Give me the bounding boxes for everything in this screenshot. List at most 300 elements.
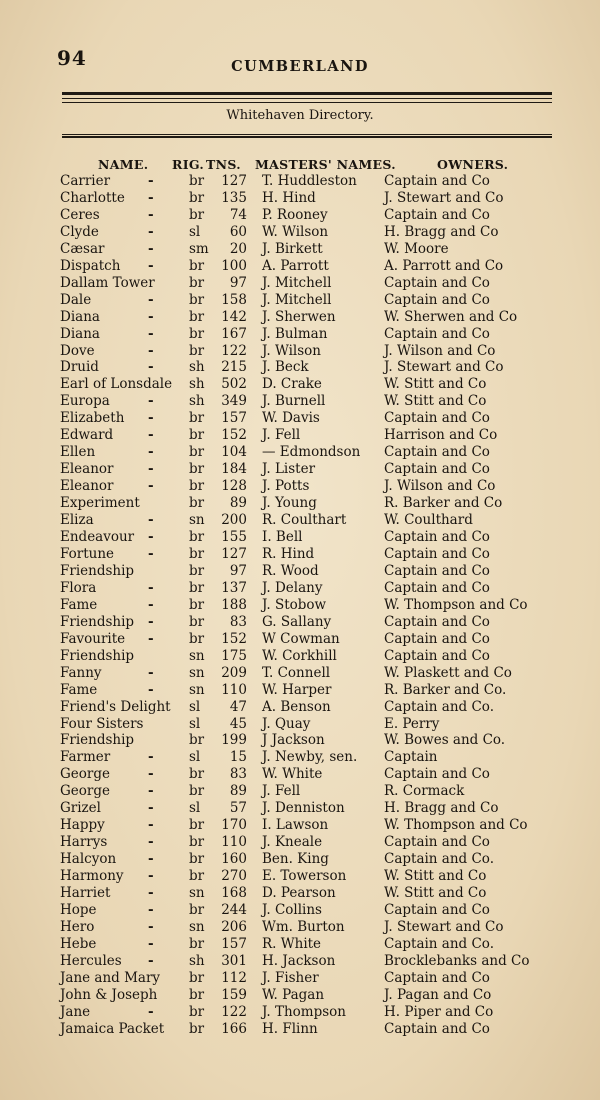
rig-cell: br: [189, 410, 205, 427]
master-name: — Edmondson: [262, 444, 361, 461]
owner-name: J. Stewart and Co: [384, 359, 504, 376]
ship-name: Endeavour: [60, 529, 135, 546]
tons-cell: 157: [221, 935, 247, 952]
owner-name: Captain and Co.: [384, 698, 494, 715]
table-row: [58, 343, 548, 360]
master-name: R. Wood: [262, 562, 319, 579]
owner-name: Captain and Co: [384, 647, 490, 664]
master-name: R. Hind: [262, 545, 315, 562]
master-name: J. Newby, sen.: [262, 749, 358, 766]
table-row: [58, 376, 548, 393]
leader-dash: -: [148, 952, 154, 969]
master-name: T. Connell: [262, 664, 331, 681]
rig-cell: sl: [189, 715, 201, 732]
master-name: R. White: [262, 935, 322, 952]
owner-name: W. Thompson and Co: [384, 596, 528, 613]
leader-dash: -: [148, 817, 154, 834]
leader-dash: -: [148, 579, 154, 596]
ship-name: Edward: [60, 427, 114, 444]
table-row: [58, 1021, 548, 1038]
tons-cell: 15: [229, 749, 247, 766]
table-row: [58, 359, 548, 376]
tons-cell: 89: [229, 495, 247, 512]
ship-name: Clyde: [60, 223, 99, 240]
ship-name: Jamaica Packet: [60, 1020, 165, 1037]
tons-cell: 83: [229, 613, 247, 630]
master-name: I. Lawson: [262, 817, 329, 834]
owner-name: J. Wilson and Co: [384, 478, 496, 495]
table-row: [58, 224, 548, 241]
table-row: [58, 699, 548, 716]
table-row: [58, 682, 548, 699]
owner-name: W. Stitt and Co: [384, 393, 487, 410]
table-row: [58, 1004, 548, 1021]
ship-name: Jane and Mary: [60, 969, 161, 986]
owner-name: H. Piper and Co: [384, 1003, 494, 1020]
table-row: [58, 275, 548, 292]
rig-cell: br: [189, 342, 205, 359]
leader-dash: -: [148, 783, 154, 800]
leader-dash: -: [148, 529, 154, 546]
ship-name: Hercules: [60, 952, 122, 969]
leader-dash: -: [148, 512, 154, 529]
rig-cell: br: [189, 969, 205, 986]
ship-name: Jane: [60, 1003, 91, 1020]
ship-name: Friend's Delight: [60, 698, 171, 715]
ship-name: Friendship: [60, 562, 135, 579]
leader-dash: -: [148, 206, 154, 223]
table-row: [58, 495, 548, 512]
header-rule-thin: [62, 102, 552, 103]
tons-cell: 122: [221, 1003, 247, 1020]
rig-cell: sn: [189, 885, 205, 902]
ship-name: Grizel: [60, 800, 101, 817]
table-row: [58, 851, 548, 868]
leader-dash: -: [148, 173, 154, 189]
rig-cell: br: [189, 427, 205, 444]
tons-cell: 112: [221, 969, 247, 986]
master-name: J. Stobow: [262, 596, 327, 613]
leader-dash: -: [148, 800, 154, 817]
table-row: [58, 529, 548, 546]
rig-cell: br: [189, 291, 205, 308]
leader-dash: -: [148, 613, 154, 630]
rig-cell: br: [189, 868, 205, 885]
table-row: [58, 393, 548, 410]
master-name: D. Pearson: [262, 885, 336, 902]
rig-cell: br: [189, 444, 205, 461]
tons-cell: 97: [229, 562, 247, 579]
rig-cell: sh: [189, 376, 205, 393]
table-row: [58, 173, 548, 190]
master-name: R. Coulthart: [262, 512, 347, 529]
table-row: [58, 648, 548, 665]
ship-name: Europa: [60, 393, 110, 410]
master-name: T. Huddleston: [262, 173, 357, 189]
tons-cell: 184: [221, 461, 247, 478]
ship-name: Fortune: [60, 545, 115, 562]
master-name: J. Delany: [262, 579, 323, 596]
rig-cell: br: [189, 308, 205, 325]
tons-cell: 209: [221, 664, 247, 681]
rig-cell: br: [189, 1020, 205, 1037]
rig-cell: br: [189, 325, 205, 342]
rig-cell: br: [189, 851, 205, 868]
rig-cell: br: [189, 579, 205, 596]
tons-cell: 127: [221, 173, 247, 189]
ship-name: Earl of Lonsdale: [60, 376, 173, 393]
ship-name: Dove: [60, 342, 95, 359]
leader-dash: -: [148, 851, 154, 868]
owner-name: H. Bragg and Co: [384, 223, 499, 240]
tons-cell: 20: [229, 240, 247, 257]
rig-cell: br: [189, 817, 205, 834]
rig-cell: br: [189, 834, 205, 851]
ship-name: George: [60, 783, 110, 800]
leader-dash: -: [148, 749, 154, 766]
master-name: G. Sallany: [262, 613, 332, 630]
owner-name: Captain and Co: [384, 410, 490, 427]
column-header-tons: TNS.: [206, 157, 241, 172]
table-row: [58, 817, 548, 834]
ship-name: Eliza: [60, 512, 94, 529]
tons-cell: 152: [221, 630, 247, 647]
master-name: W. Harper: [262, 681, 332, 698]
rig-cell: sn: [189, 681, 205, 698]
leader-dash: -: [148, 393, 154, 410]
owner-name: Captain: [384, 749, 438, 766]
ship-name: Four Sisters: [60, 715, 144, 732]
rig-cell: br: [189, 257, 205, 274]
tons-cell: 158: [221, 291, 247, 308]
master-name: P. Rooney: [262, 206, 328, 223]
master-name: W. White: [262, 766, 323, 783]
ship-name: Hebe: [60, 935, 97, 952]
ship-name: Favourite: [60, 630, 126, 647]
table-row: [58, 970, 548, 987]
owner-name: Captain and Co: [384, 834, 490, 851]
tons-cell: 97: [229, 274, 247, 291]
master-name: J. Fell: [262, 427, 301, 444]
tons-cell: 167: [221, 325, 247, 342]
tons-cell: 152: [221, 427, 247, 444]
tons-cell: 104: [221, 444, 247, 461]
owner-name: Captain and Co: [384, 766, 490, 783]
table-row: [58, 563, 548, 580]
header-rule-thick: [62, 92, 552, 95]
master-name: J. Collins: [262, 901, 322, 918]
tons-cell: 206: [221, 918, 247, 935]
leader-dash: -: [148, 545, 154, 562]
column-header-owners: OWNERS.: [437, 157, 509, 172]
leader-dash: -: [148, 664, 154, 681]
table-row: [58, 936, 548, 953]
ship-name: Diana: [60, 325, 100, 342]
tons-cell: 200: [221, 512, 247, 529]
master-name: A. Benson: [262, 698, 331, 715]
owner-name: Captain and Co: [384, 613, 490, 630]
tons-cell: 349: [221, 393, 247, 410]
leader-dash: -: [148, 427, 154, 444]
ship-name: Eleanor: [60, 461, 114, 478]
table-row: [58, 732, 548, 749]
tons-cell: 135: [221, 189, 247, 206]
leader-dash: -: [148, 291, 154, 308]
rig-cell: br: [189, 630, 205, 647]
rig-cell: sl: [189, 800, 201, 817]
owner-name: Captain and Co: [384, 579, 490, 596]
ship-name: Diana: [60, 308, 100, 325]
master-name: J. Sherwen: [262, 308, 336, 325]
leader-dash: -: [148, 478, 154, 495]
rig-cell: br: [189, 783, 205, 800]
tons-cell: 122: [221, 342, 247, 359]
master-name: J. Burnell: [262, 393, 326, 410]
title-rule-thick: [62, 136, 552, 138]
rig-cell: sn: [189, 647, 205, 664]
table-row: [58, 241, 548, 258]
rig-cell: br: [189, 613, 205, 630]
table-row: [58, 749, 548, 766]
master-name: J. Lister: [262, 461, 316, 478]
master-name: A. Parrott: [262, 257, 329, 274]
ship-name: Friendship: [60, 613, 135, 630]
column-header-masters: MASTERS' NAMES.: [255, 157, 396, 172]
table-row: [58, 987, 548, 1004]
master-name: J. Fisher: [262, 969, 319, 986]
tons-cell: 60: [229, 223, 247, 240]
rig-cell: br: [189, 495, 205, 512]
table-row: [58, 665, 548, 682]
tons-cell: 155: [221, 529, 247, 546]
rig-cell: sh: [189, 952, 205, 969]
tons-cell: 168: [221, 885, 247, 902]
master-name: H. Jackson: [262, 952, 336, 969]
ship-name: Dispatch: [60, 257, 121, 274]
owner-name: E. Perry: [384, 715, 440, 732]
table-row: [58, 258, 548, 275]
master-name: I. Bell: [262, 529, 303, 546]
leader-dash: -: [148, 901, 154, 918]
rig-cell: br: [189, 935, 205, 952]
table-row: [58, 309, 548, 326]
rig-cell: br: [189, 274, 205, 291]
rig-cell: br: [189, 766, 205, 783]
master-name: Ben. King: [262, 851, 329, 868]
table-row: [58, 478, 548, 495]
tons-cell: 188: [221, 596, 247, 613]
tons-cell: 110: [221, 681, 247, 698]
rig-cell: sh: [189, 359, 205, 376]
master-name: J. Kneale: [262, 834, 323, 851]
ship-name: Dale: [60, 291, 92, 308]
ship-name: Hero: [60, 918, 95, 935]
master-name: J. Wilson: [262, 342, 321, 359]
ship-name: John & Joseph: [60, 986, 158, 1003]
owner-name: Captain and Co: [384, 461, 490, 478]
leader-dash: -: [148, 630, 154, 647]
table-row: [58, 885, 548, 902]
owner-name: W. Stitt and Co: [384, 885, 487, 902]
page-number: 94: [57, 46, 87, 70]
rig-cell: br: [189, 529, 205, 546]
owner-name: W. Moore: [384, 240, 449, 257]
ship-name: George: [60, 766, 110, 783]
owner-name: Captain and Co: [384, 173, 490, 189]
rig-cell: br: [189, 461, 205, 478]
leader-dash: -: [148, 596, 154, 613]
tons-cell: 166: [221, 1020, 247, 1037]
master-name: J Jackson: [262, 732, 325, 749]
master-name: J. Denniston: [262, 800, 345, 817]
leader-dash: -: [148, 257, 154, 274]
rig-cell: br: [189, 173, 205, 189]
owner-name: A. Parrott and Co: [384, 257, 504, 274]
tons-cell: 137: [221, 579, 247, 596]
rig-cell: sm: [189, 240, 209, 257]
tons-cell: 244: [221, 901, 247, 918]
tons-cell: 160: [221, 851, 247, 868]
leader-dash: -: [148, 868, 154, 885]
tons-cell: 110: [221, 834, 247, 851]
owner-name: R. Cormack: [384, 783, 465, 800]
owner-name: Captain and Co: [384, 562, 490, 579]
tons-cell: 142: [221, 308, 247, 325]
tons-cell: 301: [221, 952, 247, 969]
tons-cell: 74: [229, 206, 247, 223]
leader-dash: -: [148, 223, 154, 240]
master-name: W. Davis: [262, 410, 320, 427]
rig-cell: br: [189, 986, 205, 1003]
directory-title: Whitehaven Directory.: [226, 108, 374, 123]
tons-cell: 100: [221, 257, 247, 274]
ship-name: Experiment: [60, 495, 140, 512]
table-row: [58, 326, 548, 343]
owner-name: J. Wilson and Co: [384, 342, 496, 359]
owner-name: W. Stitt and Co: [384, 868, 487, 885]
table-row: [58, 207, 548, 224]
rig-cell: br: [189, 562, 205, 579]
ship-name: Harriet: [60, 885, 111, 902]
rig-cell: sn: [189, 512, 205, 529]
column-header-rig: RIG.: [172, 157, 205, 172]
ship-name: Fanny: [60, 664, 102, 681]
ship-name: Halcyon: [60, 851, 117, 868]
master-name: J. Young: [262, 495, 317, 512]
rig-cell: br: [189, 901, 205, 918]
rig-cell: sl: [189, 223, 201, 240]
leader-dash: -: [148, 766, 154, 783]
rig-cell: br: [189, 478, 205, 495]
master-name: J. Birkett: [262, 240, 323, 257]
table-row: [58, 919, 548, 936]
owner-name: Captain and Co.: [384, 935, 494, 952]
master-name: J. Quay: [262, 715, 311, 732]
ship-name: Cæsar: [60, 240, 105, 257]
ship-name: Hope: [60, 901, 97, 918]
owner-name: Captain and Co: [384, 901, 490, 918]
rig-cell: br: [189, 206, 205, 223]
leader-dash: -: [148, 918, 154, 935]
leader-dash: -: [148, 359, 154, 376]
tons-cell: 47: [229, 698, 247, 715]
tons-cell: 89: [229, 783, 247, 800]
title-rule-thin: [62, 134, 552, 135]
county-heading: CUMBERLAND: [231, 58, 369, 75]
owner-name: Captain and Co: [384, 529, 490, 546]
table-row: [58, 716, 548, 733]
owner-name: J. Pagan and Co: [384, 986, 492, 1003]
master-name: J. Thompson: [262, 1003, 346, 1020]
ship-name: Ceres: [60, 206, 100, 223]
owner-name: W. Bowes and Co.: [384, 732, 506, 749]
leader-dash: -: [148, 410, 154, 427]
table-row: [58, 427, 548, 444]
leader-dash: -: [148, 935, 154, 952]
master-name: J. Bulman: [262, 325, 328, 342]
tons-cell: 57: [229, 800, 247, 817]
owner-name: R. Barker and Co.: [384, 681, 507, 698]
master-name: D. Crake: [262, 376, 322, 393]
table-row: [58, 834, 548, 851]
owner-name: Captain and Co: [384, 206, 490, 223]
master-name: W. Wilson: [262, 223, 329, 240]
owner-name: W. Coulthard: [384, 512, 473, 529]
owner-name: Captain and Co: [384, 1020, 490, 1037]
ship-name: Fame: [60, 681, 98, 698]
ship-name: Carrier: [60, 173, 111, 189]
master-name: J. Mitchell: [262, 274, 332, 291]
leader-dash: -: [148, 1003, 154, 1020]
table-row: [58, 444, 548, 461]
master-name: J. Mitchell: [262, 291, 332, 308]
owner-name: Captain and Co: [384, 444, 490, 461]
master-name: J. Fell: [262, 783, 301, 800]
ship-name: Friendship: [60, 732, 135, 749]
owner-name: J. Stewart and Co: [384, 189, 504, 206]
table-row: [58, 410, 548, 427]
ship-name: Harrys: [60, 834, 108, 851]
header-rule-thin: [62, 98, 552, 99]
rig-cell: sn: [189, 664, 205, 681]
leader-dash: -: [148, 885, 154, 902]
owner-name: Captain and Co: [384, 274, 490, 291]
leader-dash: -: [148, 240, 154, 257]
leader-dash: -: [148, 308, 154, 325]
rig-cell: sn: [189, 918, 205, 935]
master-name: E. Towerson: [262, 868, 347, 885]
owner-name: Captain and Co: [384, 969, 490, 986]
tons-cell: 83: [229, 766, 247, 783]
master-name: W Cowman: [262, 630, 340, 647]
table-row: [58, 597, 548, 614]
owner-name: Captain and Co: [384, 630, 490, 647]
rig-cell: br: [189, 1003, 205, 1020]
tons-cell: 199: [221, 732, 247, 749]
table-row: [58, 292, 548, 309]
master-name: W. Corkhill: [262, 647, 337, 664]
ship-name: Ellen: [60, 444, 96, 461]
owner-name: W. Thompson and Co: [384, 817, 528, 834]
owner-name: Harrison and Co: [384, 427, 498, 444]
master-name: H. Flinn: [262, 1020, 318, 1037]
rig-cell: br: [189, 189, 205, 206]
rig-cell: sh: [189, 393, 205, 410]
owner-name: Brocklebanks and Co: [384, 952, 530, 969]
table-row: [58, 461, 548, 478]
ship-name: Farmer: [60, 749, 111, 766]
owner-name: Captain and Co: [384, 325, 490, 342]
